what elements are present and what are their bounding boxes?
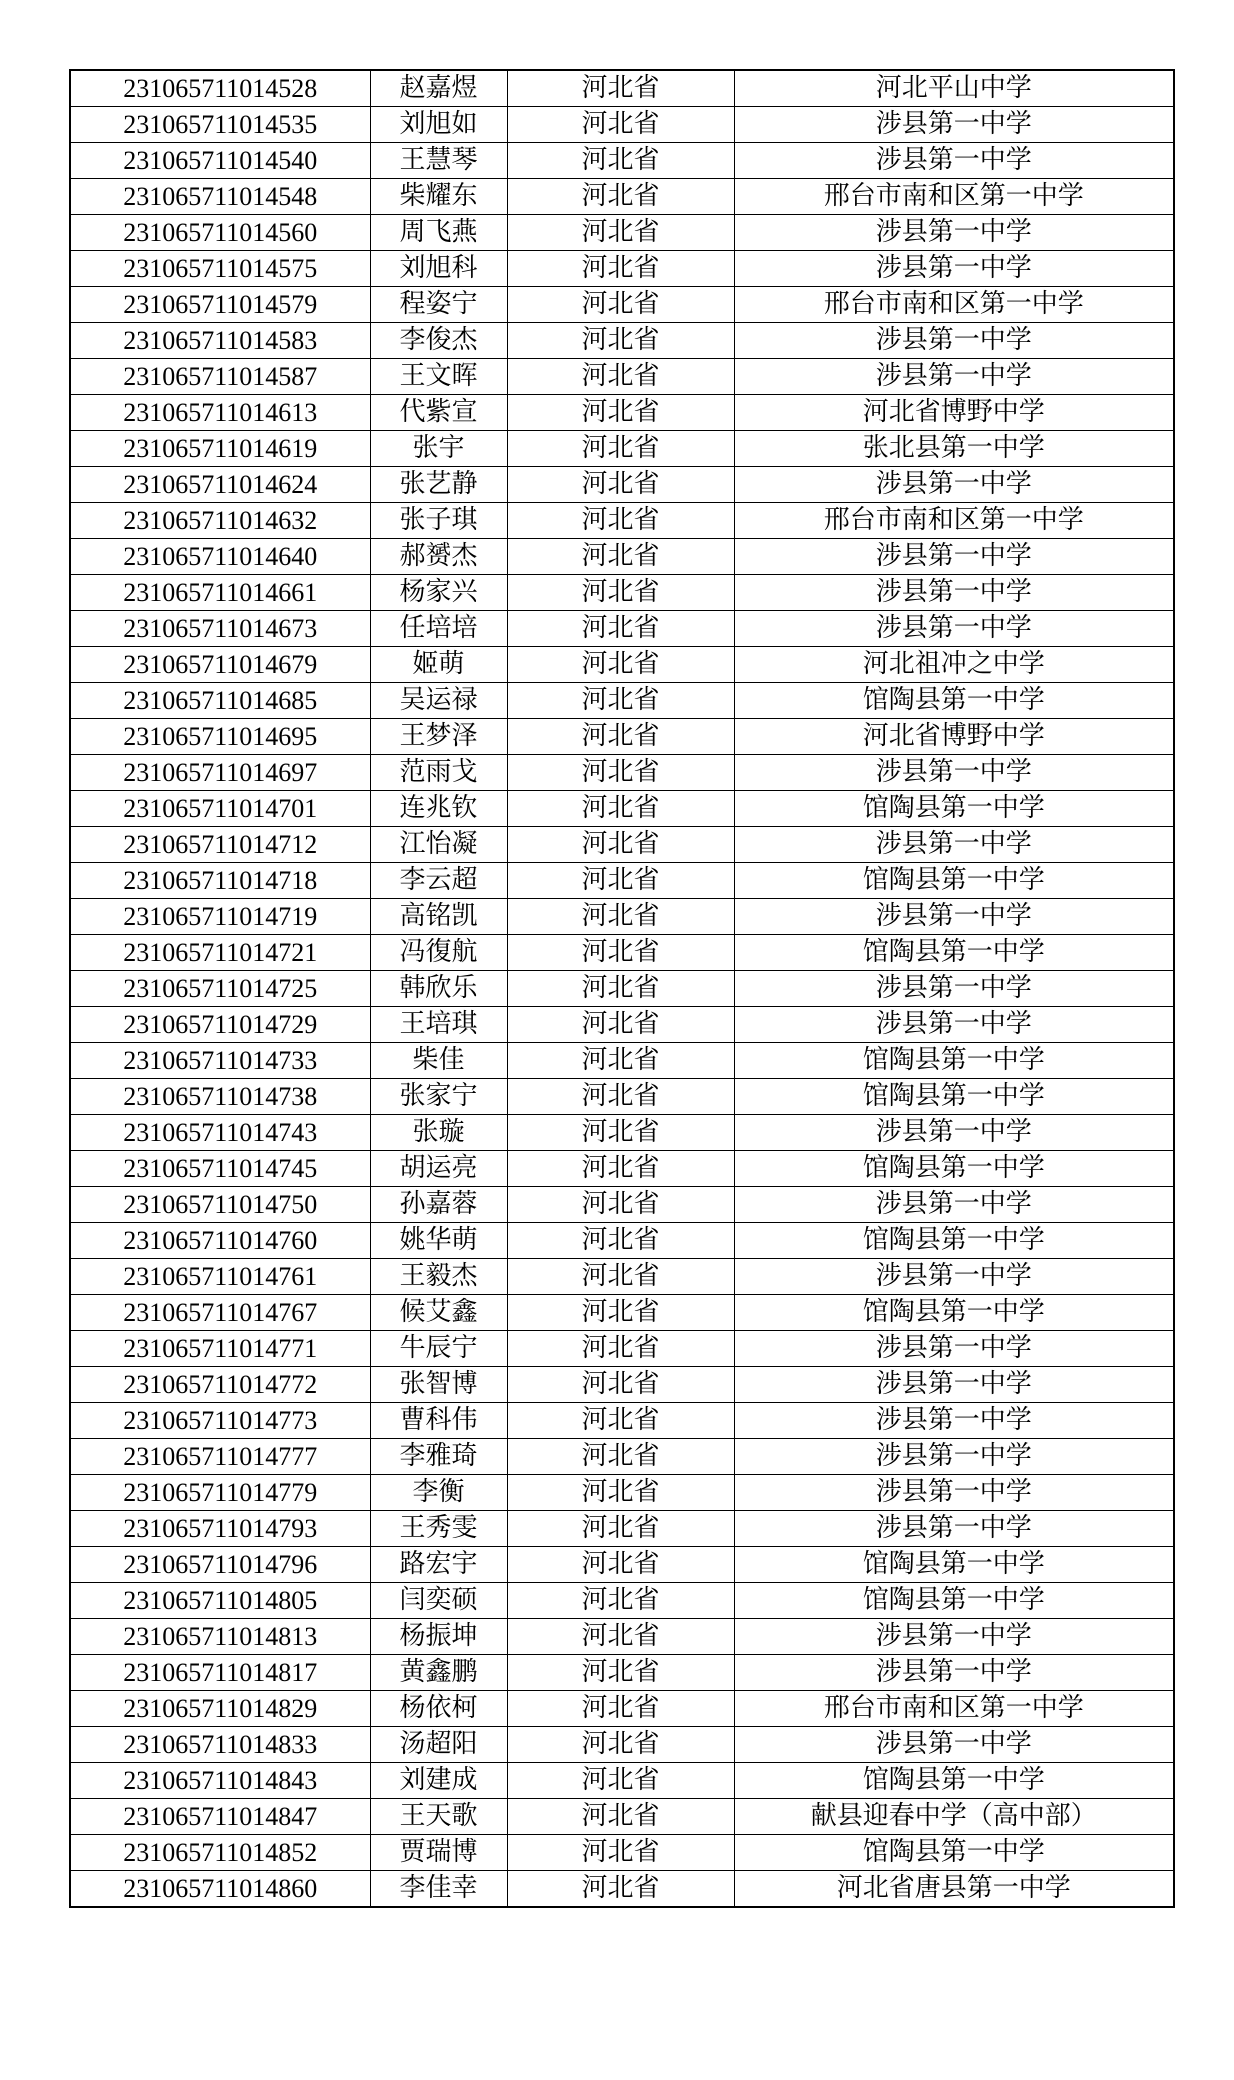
- school-cell: 馆陶县第一中学: [734, 1583, 1174, 1619]
- province-cell: 河北省: [507, 1835, 734, 1871]
- candidate-id-cell: 231065711014843: [70, 1763, 370, 1799]
- school-cell: 涉县第一中学: [734, 1367, 1174, 1403]
- student-name-cell: 姚华萌: [370, 1223, 507, 1259]
- province-cell: 河北省: [507, 1799, 734, 1835]
- table-row: [70, 1655, 1174, 1691]
- candidate-id-cell: 231065711014767: [70, 1295, 370, 1331]
- school-cell: 涉县第一中学: [734, 215, 1174, 251]
- province-cell: 河北省: [507, 1763, 734, 1799]
- candidate-id-cell: 231065711014685: [70, 683, 370, 719]
- candidate-id-cell: 231065711014729: [70, 1007, 370, 1043]
- student-name-cell: 王毅杰: [370, 1259, 507, 1295]
- candidate-id-cell: 231065711014833: [70, 1727, 370, 1763]
- student-name-cell: 李衡: [370, 1475, 507, 1511]
- table-row: [70, 863, 1174, 899]
- candidate-id-cell: 231065711014640: [70, 539, 370, 575]
- table-row: [70, 1187, 1174, 1223]
- province-cell: 河北省: [507, 1547, 734, 1583]
- candidate-id-cell: 231065711014619: [70, 431, 370, 467]
- student-name-cell: 刘旭科: [370, 251, 507, 287]
- school-cell: 馆陶县第一中学: [734, 1295, 1174, 1331]
- province-cell: 河北省: [507, 863, 734, 899]
- table-row: [70, 1799, 1174, 1835]
- province-cell: 河北省: [507, 1619, 734, 1655]
- school-cell: 涉县第一中学: [734, 1511, 1174, 1547]
- table-row: [70, 179, 1174, 215]
- student-name-cell: 任培培: [370, 611, 507, 647]
- student-name-cell: 王培琪: [370, 1007, 507, 1043]
- student-name-cell: 王秀雯: [370, 1511, 507, 1547]
- table-row: [70, 1547, 1174, 1583]
- table-row: [70, 1727, 1174, 1763]
- school-cell: 涉县第一中学: [734, 575, 1174, 611]
- candidate-id-cell: 231065711014540: [70, 143, 370, 179]
- province-cell: 河北省: [507, 827, 734, 863]
- table-row: [70, 1295, 1174, 1331]
- table-row: [70, 791, 1174, 827]
- province-cell: 河北省: [507, 755, 734, 791]
- province-cell: 河北省: [507, 1187, 734, 1223]
- roster-sheet: [69, 69, 1173, 1908]
- school-cell: 涉县第一中学: [734, 1475, 1174, 1511]
- province-cell: 河北省: [507, 323, 734, 359]
- candidate-id-cell: 231065711014579: [70, 287, 370, 323]
- province-cell: 河北省: [507, 791, 734, 827]
- student-name-cell: 闫奕硕: [370, 1583, 507, 1619]
- table-row: [70, 611, 1174, 647]
- province-cell: 河北省: [507, 1583, 734, 1619]
- school-cell: 涉县第一中学: [734, 251, 1174, 287]
- candidate-id-cell: 231065711014847: [70, 1799, 370, 1835]
- table-row: [70, 1475, 1174, 1511]
- student-name-cell: 李佳幸: [370, 1871, 507, 1908]
- student-name-cell: 刘旭如: [370, 107, 507, 143]
- candidate-id-cell: 231065711014745: [70, 1151, 370, 1187]
- candidate-id-cell: 231065711014613: [70, 395, 370, 431]
- student-name-cell: 李雅琦: [370, 1439, 507, 1475]
- student-name-cell: 路宏宇: [370, 1547, 507, 1583]
- province-cell: 河北省: [507, 575, 734, 611]
- candidate-id-cell: 231065711014852: [70, 1835, 370, 1871]
- student-name-cell: 张艺静: [370, 467, 507, 503]
- table-row: [70, 323, 1174, 359]
- student-name-cell: 韩欣乐: [370, 971, 507, 1007]
- school-cell: 馆陶县第一中学: [734, 863, 1174, 899]
- candidate-id-cell: 231065711014733: [70, 1043, 370, 1079]
- candidate-id-cell: 231065711014528: [70, 70, 370, 107]
- school-cell: 涉县第一中学: [734, 539, 1174, 575]
- province-cell: 河北省: [507, 143, 734, 179]
- table-row: [70, 719, 1174, 755]
- student-name-cell: 杨家兴: [370, 575, 507, 611]
- province-cell: 河北省: [507, 611, 734, 647]
- student-name-cell: 王天歌: [370, 1799, 507, 1835]
- candidate-id-cell: 231065711014587: [70, 359, 370, 395]
- candidate-id-cell: 231065711014695: [70, 719, 370, 755]
- candidate-id-cell: 231065711014813: [70, 1619, 370, 1655]
- school-cell: 馆陶县第一中学: [734, 1151, 1174, 1187]
- candidate-id-cell: 231065711014721: [70, 935, 370, 971]
- candidate-id-cell: 231065711014772: [70, 1367, 370, 1403]
- school-cell: 涉县第一中学: [734, 1259, 1174, 1295]
- table-row: [70, 467, 1174, 503]
- school-cell: 涉县第一中学: [734, 827, 1174, 863]
- candidate-id-cell: 231065711014773: [70, 1403, 370, 1439]
- school-cell: 涉县第一中学: [734, 467, 1174, 503]
- school-cell: 河北祖冲之中学: [734, 647, 1174, 683]
- student-name-cell: 黄鑫鹏: [370, 1655, 507, 1691]
- student-name-cell: 姬萌: [370, 647, 507, 683]
- student-name-cell: 张宇: [370, 431, 507, 467]
- student-name-cell: 李云超: [370, 863, 507, 899]
- candidate-id-cell: 231065711014738: [70, 1079, 370, 1115]
- province-cell: 河北省: [507, 1295, 734, 1331]
- candidate-id-cell: 231065711014535: [70, 107, 370, 143]
- table-row: [70, 1511, 1174, 1547]
- school-cell: 馆陶县第一中学: [734, 935, 1174, 971]
- student-name-cell: 王慧琴: [370, 143, 507, 179]
- province-cell: 河北省: [507, 1367, 734, 1403]
- student-name-cell: 王梦泽: [370, 719, 507, 755]
- candidate-id-cell: 231065711014624: [70, 467, 370, 503]
- student-name-cell: 柴耀东: [370, 179, 507, 215]
- roster-table: [69, 69, 1175, 1908]
- school-cell: 馆陶县第一中学: [734, 791, 1174, 827]
- table-row: [70, 1151, 1174, 1187]
- candidate-id-cell: 231065711014750: [70, 1187, 370, 1223]
- province-cell: 河北省: [507, 1727, 734, 1763]
- table-row: [70, 1583, 1174, 1619]
- province-cell: 河北省: [507, 1331, 734, 1367]
- school-cell: 涉县第一中学: [734, 1331, 1174, 1367]
- table-row: [70, 70, 1174, 107]
- school-cell: 邢台市南和区第一中学: [734, 1691, 1174, 1727]
- province-cell: 河北省: [507, 1871, 734, 1908]
- roster-table-body: [70, 70, 1174, 1907]
- province-cell: 河北省: [507, 1403, 734, 1439]
- student-name-cell: 江怡凝: [370, 827, 507, 863]
- school-cell: 河北平山中学: [734, 70, 1174, 107]
- table-row: [70, 503, 1174, 539]
- student-name-cell: 范雨戈: [370, 755, 507, 791]
- table-row: [70, 1439, 1174, 1475]
- table-row: [70, 1007, 1174, 1043]
- student-name-cell: 胡运亮: [370, 1151, 507, 1187]
- student-name-cell: 连兆钦: [370, 791, 507, 827]
- province-cell: 河北省: [507, 1511, 734, 1547]
- candidate-id-cell: 231065711014712: [70, 827, 370, 863]
- school-cell: 河北省博野中学: [734, 395, 1174, 431]
- candidate-id-cell: 231065711014575: [70, 251, 370, 287]
- candidate-id-cell: 231065711014760: [70, 1223, 370, 1259]
- table-row: [70, 1619, 1174, 1655]
- candidate-id-cell: 231065711014719: [70, 899, 370, 935]
- province-cell: 河北省: [507, 971, 734, 1007]
- province-cell: 河北省: [507, 503, 734, 539]
- province-cell: 河北省: [507, 1475, 734, 1511]
- school-cell: 涉县第一中学: [734, 143, 1174, 179]
- student-name-cell: 张家宁: [370, 1079, 507, 1115]
- candidate-id-cell: 231065711014560: [70, 215, 370, 251]
- province-cell: 河北省: [507, 899, 734, 935]
- table-row: [70, 287, 1174, 323]
- student-name-cell: 汤超阳: [370, 1727, 507, 1763]
- candidate-id-cell: 231065711014725: [70, 971, 370, 1007]
- province-cell: 河北省: [507, 683, 734, 719]
- table-row: [70, 1331, 1174, 1367]
- table-row: [70, 935, 1174, 971]
- student-name-cell: 冯復航: [370, 935, 507, 971]
- student-name-cell: 代紫宣: [370, 395, 507, 431]
- province-cell: 河北省: [507, 1115, 734, 1151]
- table-row: [70, 1115, 1174, 1151]
- student-name-cell: 柴佳: [370, 1043, 507, 1079]
- table-row: [70, 1763, 1174, 1799]
- school-cell: 邢台市南和区第一中学: [734, 287, 1174, 323]
- table-row: [70, 1367, 1174, 1403]
- province-cell: 河北省: [507, 1439, 734, 1475]
- candidate-id-cell: 231065711014548: [70, 179, 370, 215]
- province-cell: 河北省: [507, 1223, 734, 1259]
- province-cell: 河北省: [507, 935, 734, 971]
- table-row: [70, 539, 1174, 575]
- table-row: [70, 1871, 1174, 1908]
- school-cell: 涉县第一中学: [734, 1727, 1174, 1763]
- school-cell: 馆陶县第一中学: [734, 1223, 1174, 1259]
- school-cell: 馆陶县第一中学: [734, 1547, 1174, 1583]
- candidate-id-cell: 231065711014701: [70, 791, 370, 827]
- table-row: [70, 1835, 1174, 1871]
- school-cell: 涉县第一中学: [734, 107, 1174, 143]
- candidate-id-cell: 231065711014661: [70, 575, 370, 611]
- school-cell: 张北县第一中学: [734, 431, 1174, 467]
- candidate-id-cell: 231065711014718: [70, 863, 370, 899]
- school-cell: 涉县第一中学: [734, 971, 1174, 1007]
- province-cell: 河北省: [507, 179, 734, 215]
- candidate-id-cell: 231065711014796: [70, 1547, 370, 1583]
- school-cell: 涉县第一中学: [734, 611, 1174, 647]
- student-name-cell: 程姿宁: [370, 287, 507, 323]
- province-cell: 河北省: [507, 1655, 734, 1691]
- school-cell: 馆陶县第一中学: [734, 683, 1174, 719]
- table-row: [70, 395, 1174, 431]
- province-cell: 河北省: [507, 539, 734, 575]
- school-cell: 涉县第一中学: [734, 323, 1174, 359]
- school-cell: 馆陶县第一中学: [734, 1079, 1174, 1115]
- school-cell: 涉县第一中学: [734, 1403, 1174, 1439]
- province-cell: 河北省: [507, 431, 734, 467]
- school-cell: 涉县第一中学: [734, 359, 1174, 395]
- school-cell: 涉县第一中学: [734, 1187, 1174, 1223]
- candidate-id-cell: 231065711014673: [70, 611, 370, 647]
- school-cell: 涉县第一中学: [734, 1115, 1174, 1151]
- province-cell: 河北省: [507, 359, 734, 395]
- table-row: [70, 647, 1174, 683]
- school-cell: 邢台市南和区第一中学: [734, 503, 1174, 539]
- student-name-cell: 杨依柯: [370, 1691, 507, 1727]
- province-cell: 河北省: [507, 287, 734, 323]
- candidate-id-cell: 231065711014777: [70, 1439, 370, 1475]
- student-name-cell: 刘建成: [370, 1763, 507, 1799]
- candidate-id-cell: 231065711014697: [70, 755, 370, 791]
- table-row: [70, 683, 1174, 719]
- province-cell: 河北省: [507, 467, 734, 503]
- table-row: [70, 107, 1174, 143]
- school-cell: 馆陶县第一中学: [734, 1835, 1174, 1871]
- table-row: [70, 899, 1174, 935]
- student-name-cell: 赵嘉煜: [370, 70, 507, 107]
- school-cell: 馆陶县第一中学: [734, 1763, 1174, 1799]
- table-row: [70, 215, 1174, 251]
- candidate-id-cell: 231065711014679: [70, 647, 370, 683]
- candidate-id-cell: 231065711014829: [70, 1691, 370, 1727]
- school-cell: 献县迎春中学（高中部）: [734, 1799, 1174, 1835]
- student-name-cell: 吴运禄: [370, 683, 507, 719]
- student-name-cell: 高铭凯: [370, 899, 507, 935]
- table-row: [70, 1691, 1174, 1727]
- candidate-id-cell: 231065711014817: [70, 1655, 370, 1691]
- province-cell: 河北省: [507, 395, 734, 431]
- province-cell: 河北省: [507, 1259, 734, 1295]
- table-row: [70, 143, 1174, 179]
- candidate-id-cell: 231065711014632: [70, 503, 370, 539]
- table-row: [70, 755, 1174, 791]
- province-cell: 河北省: [507, 215, 734, 251]
- candidate-id-cell: 231065711014771: [70, 1331, 370, 1367]
- candidate-id-cell: 231065711014805: [70, 1583, 370, 1619]
- school-cell: 涉县第一中学: [734, 1439, 1174, 1475]
- school-cell: 涉县第一中学: [734, 755, 1174, 791]
- province-cell: 河北省: [507, 647, 734, 683]
- student-name-cell: 张璇: [370, 1115, 507, 1151]
- student-name-cell: 周飞燕: [370, 215, 507, 251]
- province-cell: 河北省: [507, 1007, 734, 1043]
- table-row: [70, 359, 1174, 395]
- student-name-cell: 候艾鑫: [370, 1295, 507, 1331]
- school-cell: 邢台市南和区第一中学: [734, 179, 1174, 215]
- student-name-cell: 李俊杰: [370, 323, 507, 359]
- province-cell: 河北省: [507, 70, 734, 107]
- school-cell: 馆陶县第一中学: [734, 1043, 1174, 1079]
- province-cell: 河北省: [507, 251, 734, 287]
- province-cell: 河北省: [507, 1079, 734, 1115]
- candidate-id-cell: 231065711014779: [70, 1475, 370, 1511]
- student-name-cell: 贾瑞博: [370, 1835, 507, 1871]
- table-row: [70, 1043, 1174, 1079]
- candidate-id-cell: 231065711014761: [70, 1259, 370, 1295]
- student-name-cell: 牛辰宁: [370, 1331, 507, 1367]
- student-name-cell: 杨振坤: [370, 1619, 507, 1655]
- student-name-cell: 张子琪: [370, 503, 507, 539]
- table-row: [70, 1259, 1174, 1295]
- candidate-id-cell: 231065711014793: [70, 1511, 370, 1547]
- student-name-cell: 王文晖: [370, 359, 507, 395]
- province-cell: 河北省: [507, 1043, 734, 1079]
- school-cell: 涉县第一中学: [734, 1619, 1174, 1655]
- table-row: [70, 251, 1174, 287]
- student-name-cell: 孙嘉蓉: [370, 1187, 507, 1223]
- province-cell: 河北省: [507, 107, 734, 143]
- school-cell: 涉县第一中学: [734, 1655, 1174, 1691]
- student-name-cell: 郝赟杰: [370, 539, 507, 575]
- table-row: [70, 971, 1174, 1007]
- student-name-cell: 张智博: [370, 1367, 507, 1403]
- province-cell: 河北省: [507, 1691, 734, 1727]
- candidate-id-cell: 231065711014583: [70, 323, 370, 359]
- school-cell: 河北省唐县第一中学: [734, 1871, 1174, 1908]
- candidate-id-cell: 231065711014743: [70, 1115, 370, 1151]
- province-cell: 河北省: [507, 719, 734, 755]
- school-cell: 涉县第一中学: [734, 899, 1174, 935]
- table-row: [70, 1079, 1174, 1115]
- table-row: [70, 1403, 1174, 1439]
- school-cell: 河北省博野中学: [734, 719, 1174, 755]
- table-row: [70, 575, 1174, 611]
- province-cell: 河北省: [507, 1151, 734, 1187]
- student-name-cell: 曹科伟: [370, 1403, 507, 1439]
- table-row: [70, 827, 1174, 863]
- table-row: [70, 431, 1174, 467]
- candidate-id-cell: 231065711014860: [70, 1871, 370, 1908]
- table-row: [70, 1223, 1174, 1259]
- school-cell: 涉县第一中学: [734, 1007, 1174, 1043]
